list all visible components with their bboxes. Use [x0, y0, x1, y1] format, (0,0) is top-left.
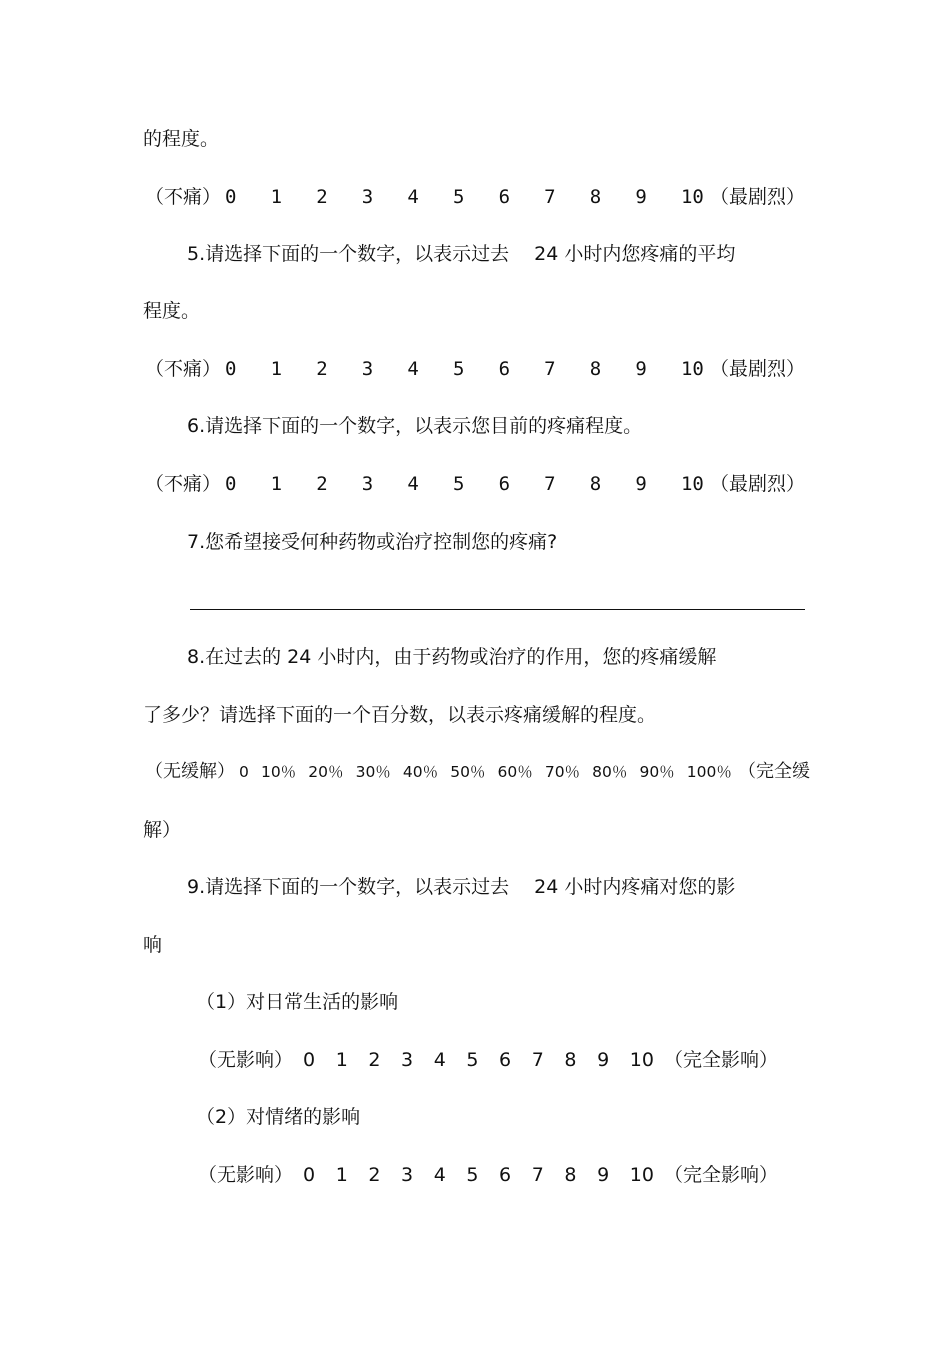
question-8-continued: 了多少？请选择下面的一个百分数，以表示疼痛缓解的程度。	[143, 704, 657, 726]
scale-value: 10	[680, 473, 704, 495]
question-5-text: 5.请选择下面的一个数字，以表示过去 24 小时内您疼痛的平均	[187, 243, 736, 265]
impact-left-label: （无影响）	[198, 1049, 294, 1071]
scale-value: 3	[361, 473, 374, 495]
impact-value: 3	[401, 1164, 414, 1186]
scale-value: 0	[225, 358, 237, 380]
impact-value: 2	[368, 1164, 381, 1186]
question-9-text: 9.请选择下面的一个数字，以表示过去 24 小时内疼痛对您的影	[187, 876, 736, 898]
scale-value: 1	[270, 186, 283, 208]
scale-value: 8	[589, 186, 602, 208]
pain-scale-q4	[145, 184, 805, 210]
scale-left-label: （不痛）	[145, 473, 222, 495]
scale-value: 4	[407, 186, 419, 208]
scale-right-label: （最剧烈）	[709, 358, 805, 380]
scale-value: 7	[544, 186, 556, 208]
scale-value: 8	[589, 473, 602, 495]
impact-right-label: （完全影响）	[663, 1049, 778, 1071]
scale-value: 9	[635, 473, 647, 495]
impact-value: 4	[433, 1164, 446, 1186]
scale-numbers	[221, 184, 710, 210]
impact-value: 7	[531, 1164, 544, 1186]
impact-value: 6	[499, 1164, 512, 1186]
impact-value: 7	[531, 1049, 544, 1071]
impact-value: 4	[433, 1049, 446, 1071]
scale-value: 7	[544, 473, 556, 495]
impact-value: 1	[335, 1049, 348, 1071]
scale-value: 2	[316, 358, 328, 380]
relief-value: 20％	[308, 763, 344, 781]
scale-value: 2	[316, 473, 328, 495]
relief-left-label: （无缓解）	[145, 761, 235, 782]
impact-value: 9	[597, 1049, 610, 1071]
question-7-text: 7.您希望接受何种药物或治疗控制您的疼痛?	[187, 531, 558, 553]
impact-value: 0	[303, 1164, 316, 1186]
scale-right-label: （最剧烈）	[709, 473, 805, 495]
scale-value: 9	[635, 358, 647, 380]
sub-question-daily-life: （1）对日常生活的影响	[196, 991, 399, 1013]
impact-value: 3	[401, 1049, 414, 1071]
impact-value: 5	[466, 1049, 479, 1071]
impact-left-label: （无影响）	[198, 1164, 294, 1186]
scale-value: 4	[407, 473, 419, 495]
scale-value: 10	[680, 186, 704, 208]
scale-right-label: （最剧烈）	[709, 186, 805, 208]
impact-value: 8	[564, 1164, 577, 1186]
answer-blank-line[interactable]	[190, 609, 805, 610]
pain-scale-q5	[145, 356, 805, 382]
scale-value: 3	[361, 186, 374, 208]
relief-value: 10％	[260, 763, 297, 781]
scale-value: 1	[270, 358, 283, 380]
impact-right-label: （完全影响）	[663, 1164, 778, 1186]
relief-value: 0	[239, 763, 249, 781]
relief-value: 90％	[639, 763, 675, 781]
impact-scale-daily-life	[198, 1047, 778, 1073]
scale-numbers	[221, 471, 710, 497]
scale-left-label: （不痛）	[145, 186, 222, 208]
relief-value: 60％	[497, 763, 533, 781]
scale-value: 6	[498, 358, 511, 380]
impact-value: 5	[466, 1164, 479, 1186]
scale-left-label: （不痛）	[145, 358, 222, 380]
scale-value: 6	[498, 473, 511, 495]
scale-value: 0	[225, 186, 237, 208]
scale-value: 6	[498, 186, 511, 208]
relief-values	[235, 759, 738, 785]
question-9-continued: 响	[143, 934, 163, 956]
scale-value: 5	[452, 473, 465, 495]
relief-right-label-continued: 解）	[143, 819, 182, 841]
impact-value: 2	[368, 1049, 381, 1071]
scale-value: 1	[270, 473, 283, 495]
relief-right-label: （完全缓	[738, 761, 810, 782]
scale-value: 8	[589, 358, 602, 380]
impact-numbers	[293, 1162, 664, 1188]
relief-value: 100％	[686, 763, 732, 781]
impact-value: 6	[499, 1049, 512, 1071]
relief-value: 40％	[402, 763, 439, 781]
impact-scale-emotion	[198, 1162, 778, 1188]
paragraph-end-text: 的程度。	[143, 128, 220, 150]
sub-question-emotion: （2）对情绪的影响	[196, 1106, 361, 1128]
impact-value: 9	[597, 1164, 610, 1186]
impact-value: 1	[335, 1164, 348, 1186]
impact-value: 0	[303, 1049, 316, 1071]
relief-value: 30％	[355, 763, 391, 781]
question-6-text: 6.请选择下面的一个数字，以表示您目前的疼痛程度。	[187, 415, 643, 437]
relief-percent-scale	[145, 759, 810, 785]
scale-value: 2	[316, 186, 328, 208]
impact-value: 8	[564, 1049, 577, 1071]
scale-value: 7	[544, 358, 556, 380]
scale-value: 5	[452, 186, 465, 208]
relief-value: 80％	[592, 763, 628, 781]
scale-value: 4	[407, 358, 419, 380]
relief-value: 50％	[450, 763, 486, 781]
scale-value: 5	[452, 358, 465, 380]
question-5-continued: 程度。	[143, 300, 201, 322]
impact-value: 10	[629, 1164, 654, 1186]
scale-numbers	[221, 356, 710, 382]
question-8-text: 8.在过去的 24 小时内，由于药物或治疗的作用，您的疼痛缓解	[187, 646, 717, 668]
scale-value: 3	[361, 358, 374, 380]
pain-scale-q6	[145, 471, 805, 497]
scale-value: 0	[225, 473, 237, 495]
relief-value: 70％	[544, 763, 581, 781]
scale-value: 9	[635, 186, 647, 208]
scale-value: 10	[680, 358, 704, 380]
impact-value: 10	[629, 1049, 654, 1071]
impact-numbers	[293, 1047, 664, 1073]
